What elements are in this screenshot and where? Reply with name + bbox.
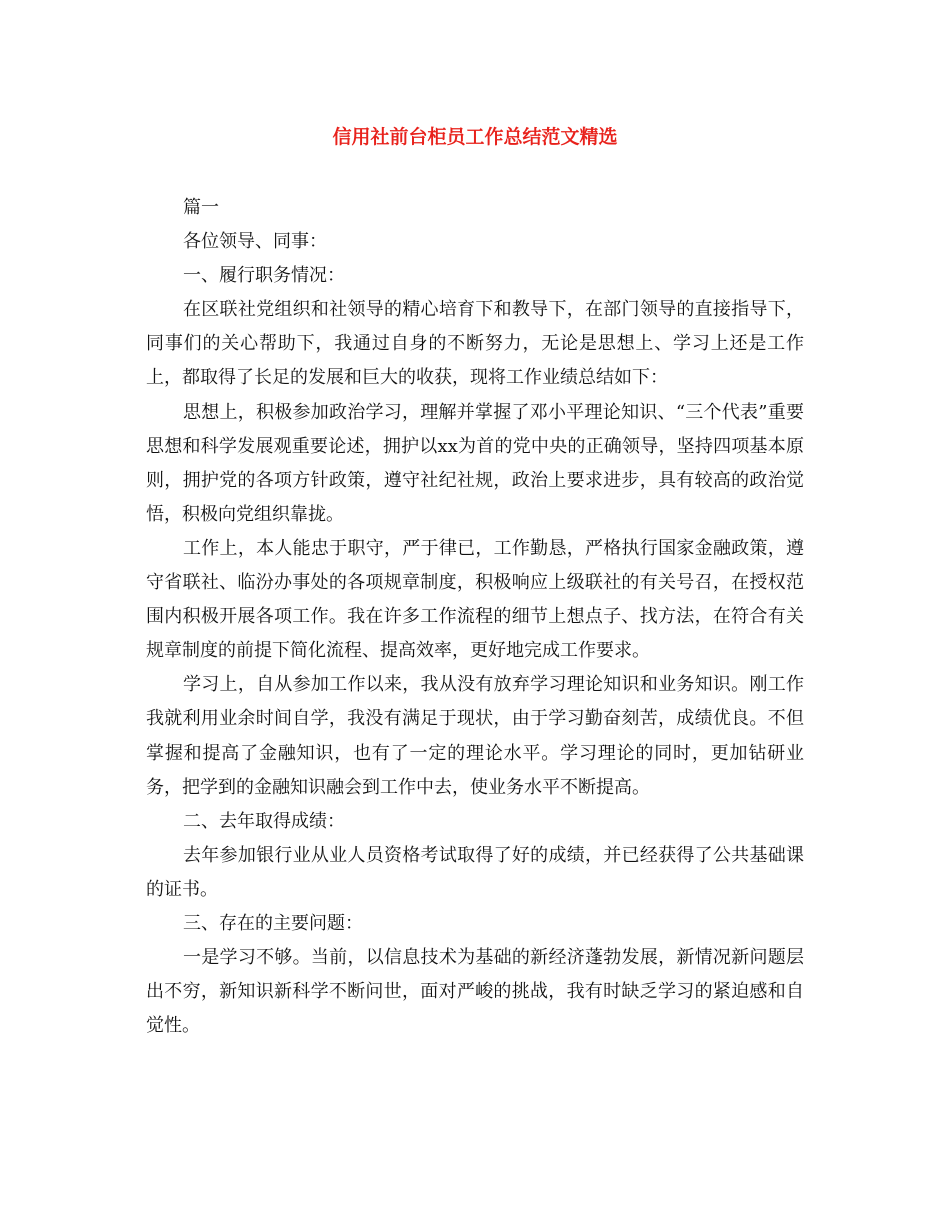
- paragraph-duties-intro: 在区联社党组织和社领导的精心培育下和教导下，在部门领导的直接指导下，同事们的关心帮助下，我通过自身的不断努力，无论是思想上、学习上还是工作上，都取得了长足的发展和巨大的收获，现将工作业绩总结如下：: [146, 299, 804, 389]
- paragraph-section-achievements: 二、去年取得成绩：: [183, 810, 345, 832]
- document-title: 信用社前台柜员工作总结范文精选: [332, 126, 618, 148]
- document-page: [146, 0, 804, 1230]
- paragraph-achievements: 去年参加银行业从业人员资格考试取得了好的成绩，并已经获得了公共基础课的证书。: [146, 844, 804, 900]
- paragraph-ideology: 思想上，积极参加政治学习，理解并掌握了邓小平理论知识、“三个代表”重要思想和科学发展观重要论述，拥护以xx为首的党中央的正确领导，坚持四项基本原则，拥护党的各项方针政策，遵守社纪社规，政治上要求进步，具有较高的政治觉悟，积极向党组织靠拢。: [146, 401, 804, 525]
- document-body: [146, 191, 804, 1043]
- paragraph-section-problems: 三、存在的主要问题：: [183, 912, 363, 934]
- paragraph-problem-one: 一是学习不够。当前，以信息技术为基础的新经济蓬勃发展，新情况新问题层出不穷，新知识新科学不断问世，面对严峻的挑战，我有时缺乏学习的紧迫感和自觉性。: [146, 947, 804, 1037]
- paragraph-study: 学习上，自从参加工作以来，我从没有放弃学习理论知识和业务知识。刚工作我就利用业余时间自学，我没有满足于现状，由于学习勤奋刻苦，成绩优良。不但掌握和提高了金融知识，也有了一定的理论水平。学习理论的同时，更加钻研业务，把学到的金融知识融会到工作中去，使业务水平不断提高。: [146, 674, 804, 798]
- paragraph-section-duties: 一、履行职务情况：: [183, 265, 345, 287]
- paragraph-salutation: 各位领导、同事：: [183, 231, 327, 253]
- paragraph-work: 工作上，本人能忠于职守，严于律已，工作勤恳，严格执行国家金融政策，遵守省联社、临汾办事处的各项规章制度，积极响应上级联社的有关号召，在授权范围内积极开展各项工作。我在许多工作流程的细节上想点子、找方法，在符合有关规章制度的前提下简化流程、提高效率，更好地完成工作要求。: [146, 537, 804, 662]
- paragraph-heading-part-one: 篇一: [183, 197, 219, 218]
